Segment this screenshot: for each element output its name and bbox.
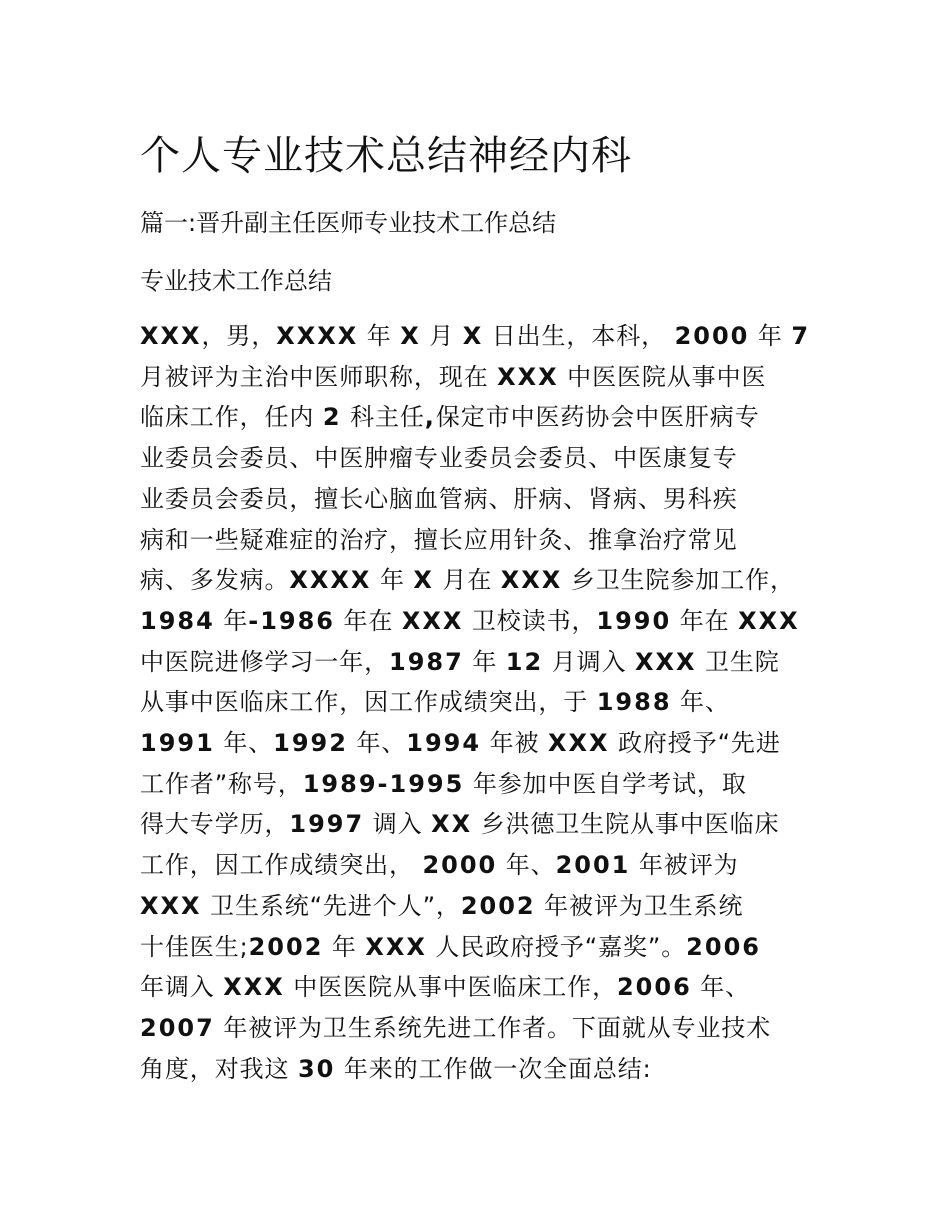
- section-heading: 专业技术工作总结: [140, 267, 332, 295]
- body-line: 病和一些疑难症的治疗，擅长应用针灸、推拿治疗常见: [140, 525, 738, 554]
- body-line: 业委员会委员、中医肿瘤专业委员会委员、中医康复专: [140, 444, 738, 473]
- body-line: 从事中医临床工作，因工作成绩突出，于 1988 年、: [140, 688, 730, 717]
- body-line: 角度，对我这 30 年来的工作做一次全面总结:: [140, 1054, 652, 1083]
- body-line: 十佳医生;2002 年 XXX 人民政府授予“嘉奖”。2006: [140, 932, 761, 961]
- body-paragraph: [140, 316, 820, 1089]
- body-line: 中医院进修学习一年，1987 年 12 月调入 XXX 卫生院: [140, 647, 780, 676]
- body-line: 1991 年、1992 年、1994 年被 XXX 政府授予“先进: [140, 729, 781, 758]
- body-line: 业委员会委员，擅长心脑血管病、肝病、肾病、男科疾: [140, 484, 738, 513]
- body-line: 年调入 XXX 中医医院从事中医临床工作，2006 年、: [140, 973, 751, 1002]
- body-line: 工作，因工作成绩突出， 2000 年、2001 年被评为: [140, 851, 739, 880]
- body-line: 月被评为主治中医师职称，现在 XXX 中医医院从事中医: [140, 362, 767, 391]
- document-subtitle: 篇一:晋升副主任医师专业技术工作总结: [140, 209, 557, 237]
- body-line: 临床工作，任内 2 科主任,保定市中医药协会中医肝病专: [140, 403, 760, 432]
- body-line: 得大专学历，1997 调入 XX 乡洪德卫生院从事中医临床: [140, 810, 780, 839]
- body-line: 工作者”称号，1989-1995 年参加中医自学考试，取: [140, 769, 747, 798]
- body-line: XXX 卫生系统“先进个人”，2002 年被评为卫生系统: [140, 891, 744, 920]
- body-line: 1984 年-1986 年在 XXX 卫校读书，1990 年在 XXX: [140, 606, 800, 635]
- body-line: 病、多发病。XXXX 年 X 月在 XXX 乡卫生院参加工作，: [140, 566, 795, 595]
- document-page: [140, 128, 812, 1089]
- document-title: 个人专业技术总结神经内科: [140, 133, 632, 179]
- body-line: 2007 年被评为卫生系统先进工作者。下面就从专业技术: [140, 1013, 772, 1042]
- body-line: XXX，男，XXXX 年 X 月 X 日出生，本科， 2000 年 7: [140, 322, 811, 350]
